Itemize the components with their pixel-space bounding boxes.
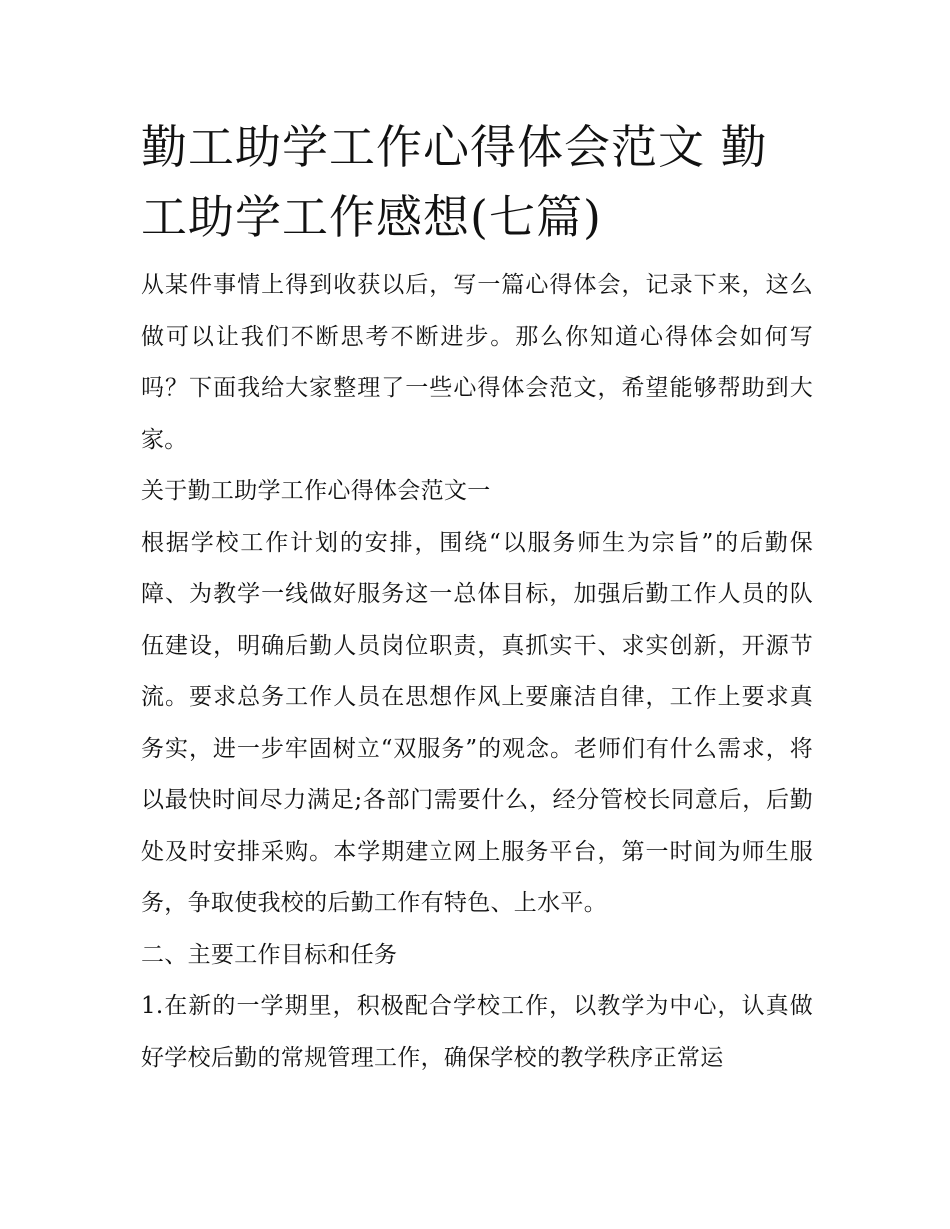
document-title: 勤工助学工作心得体会范文 勤工助学工作感想(七篇)	[141, 120, 768, 244]
section-heading-goals: 二、主要工作目标和任务	[141, 941, 398, 968]
body-paragraph: 根据学校工作计划的安排，围绕“以服务师生为宗旨”的后勤保障、为教学一线做好服务这一总体目标，加强后勤工作人员的队伍建设，明确后勤人员岗位职责，真抓实干、求实创新，开源节流。要求总务工作人员在思想作风上要廉洁自律，工作上要求真务实，进一步牢固树立“双服务”的观念。老师们有什么需求，将以最快时间尽力满足;各部门需要什么，经分管校长同意后，后勤处及时安排采购。本学期建立网上服务平台，第一时间为师生服务，争取使我校的后勤工作有特色、上水平。	[141, 529, 813, 916]
list-item-1: 1.在新的一学期里，积极配合学校工作，以教学为中心，认真做好学校后勤的常规管理工作，确保学校的教学秩序正常运	[141, 993, 813, 1071]
document-body	[141, 112, 813, 1084]
intro-paragraph: 从某件事情上得到收获以后，写一篇心得体会，记录下来，这么做可以让我们不断思考不断进步。那么你知道心得体会如何写吗？下面我给大家整理了一些心得体会范文，希望能够帮助到大家。	[141, 272, 813, 453]
section-heading-essay-one: 关于勤工助学工作心得体会范文一	[141, 478, 491, 504]
